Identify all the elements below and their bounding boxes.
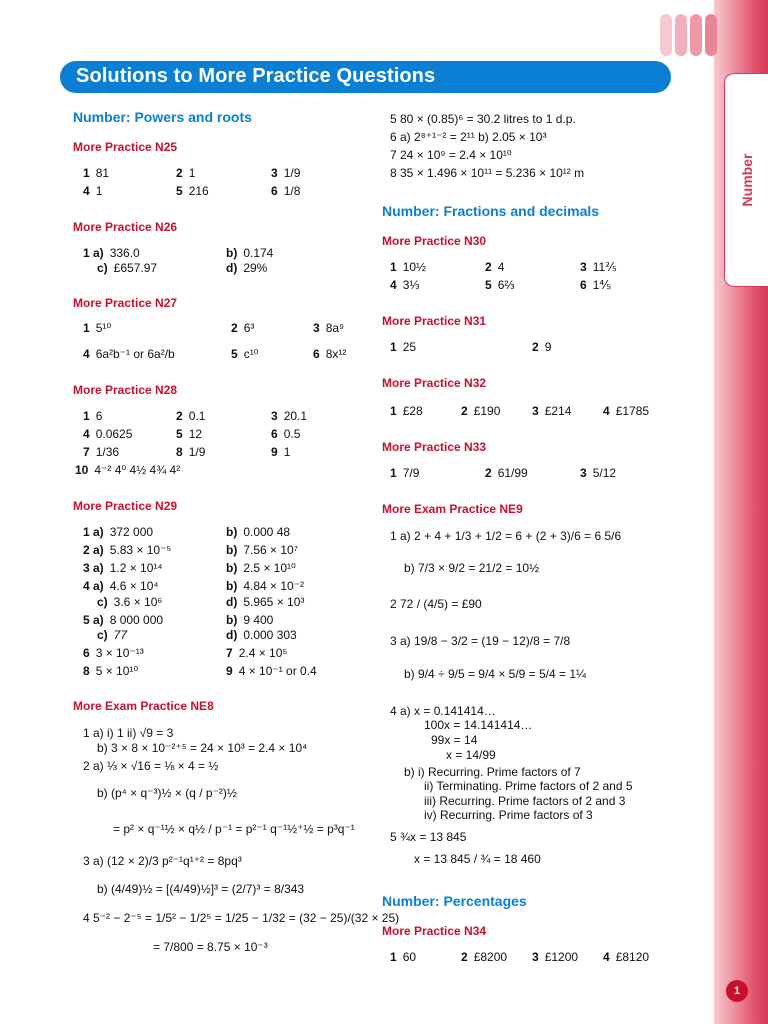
- question-number: c): [97, 628, 108, 642]
- question-number: 2: [461, 404, 468, 418]
- answer-value: £28: [402, 404, 423, 418]
- question-number: 2: [532, 340, 539, 354]
- answer-value: £1785: [615, 404, 650, 418]
- list-item: [176, 445, 205, 459]
- section-title-fractions: Number: Fractions and decimals: [382, 203, 600, 219]
- list-item: [83, 347, 175, 361]
- question-number: b): [226, 579, 238, 593]
- question-number: d): [226, 595, 238, 609]
- answer-value: £657.97: [113, 261, 158, 275]
- list-item: [226, 628, 297, 642]
- question-number: 3: [313, 321, 320, 335]
- question-number: 6: [271, 427, 278, 441]
- list-item: [176, 184, 209, 198]
- answer-value: 8a⁹: [325, 321, 345, 335]
- answer-value: 9 400: [243, 613, 274, 627]
- list-item: [461, 404, 500, 418]
- solution-line: b) (4/49)½ = [(4/49)½]³ = (2/7)³ = 8/343: [97, 882, 305, 896]
- list-item: [226, 595, 304, 609]
- subtitle-n30: More Practice N30: [382, 234, 487, 248]
- answer-value: 8x¹²: [325, 347, 347, 361]
- list-item: [390, 950, 416, 964]
- answer-value: £8120: [615, 950, 650, 964]
- answer-value: 1/9: [188, 445, 206, 459]
- subtitle-ne8: More Exam Practice NE8: [73, 699, 214, 713]
- solution-line: = 7/800 = 8.75 × 10⁻³: [153, 940, 268, 954]
- list-item: [226, 543, 298, 557]
- question-number: 1: [83, 409, 90, 423]
- solution-line: 4 a) x = 0.141414…: [390, 704, 496, 718]
- list-item: [83, 321, 111, 335]
- answer-value: 6: [95, 409, 103, 423]
- question-number: 10: [75, 463, 89, 477]
- question-number: b): [226, 613, 238, 627]
- question-number: 1: [83, 321, 90, 335]
- list-item: [271, 409, 307, 423]
- solution-line: 6 a) 2⁸⁺¹⁻² = 2¹¹ b) 2.05 × 10³: [390, 130, 547, 144]
- solution-line: iv) Recurring. Prime factors of 3: [424, 808, 593, 822]
- solution-line: b) 9/4 ÷ 9/5 = 9/4 × 5/9 = 5/4 = 1¼: [404, 667, 587, 681]
- answer-value: 29%: [243, 261, 268, 275]
- solution-line: 5 80 × (0.85)⁶ = 30.2 litres to 1 d.p.: [390, 112, 576, 126]
- solution-line: 3 a) 19/8 − 3/2 = (19 − 12)/8 = 7/8: [390, 634, 571, 648]
- answer-value: 0.174: [243, 246, 274, 260]
- question-number: 4: [603, 950, 610, 964]
- answer-value: 6⅔: [497, 278, 515, 292]
- list-item: [390, 278, 419, 292]
- solution-line: 99x = 14: [431, 733, 478, 747]
- question-number: b): [226, 561, 238, 575]
- question-number: 2 a): [83, 543, 104, 557]
- solution-line: = p² × q⁻¹½ × q½ / p⁻¹ = p²⁻¹ q⁻¹½⁺½ = p³q⁻¹: [113, 822, 355, 836]
- answer-value: £1200: [544, 950, 579, 964]
- answer-value: 0.000 48: [243, 525, 291, 539]
- side-tab-label: Number: [738, 153, 755, 207]
- solution-line: ii) Terminating. Prime factors of 2 and 5: [424, 779, 633, 793]
- answer-value: 10½: [402, 260, 427, 274]
- list-item: [271, 184, 300, 198]
- question-number: 1: [390, 466, 397, 480]
- answer-value: 6³: [243, 321, 255, 335]
- question-number: 6: [313, 347, 320, 361]
- answer-value: 20.1: [283, 409, 308, 423]
- list-item: [231, 347, 259, 361]
- subtitle-n34: More Practice N34: [382, 924, 487, 938]
- answer-value: £214: [544, 404, 572, 418]
- subtitle-n25: More Practice N25: [73, 140, 178, 154]
- answer-value: 1/9: [283, 166, 301, 180]
- answer-value: 5/12: [592, 466, 617, 480]
- list-item: [83, 561, 163, 575]
- subtitle-n27: More Practice N27: [73, 296, 178, 310]
- subtitle-n33: More Practice N33: [382, 440, 487, 454]
- answer-value: 372 000: [109, 525, 154, 539]
- list-item: [226, 561, 296, 575]
- solution-line: x = 14/99: [446, 748, 496, 762]
- answer-value: 0.1: [188, 409, 206, 423]
- header-banner: [60, 61, 671, 93]
- answer-value: 2.4 × 10⁵: [238, 646, 288, 660]
- question-number: 2: [176, 166, 183, 180]
- question-number: 1: [83, 166, 90, 180]
- answer-value: 7.56 × 10⁷: [243, 543, 299, 557]
- question-number: 8: [176, 445, 183, 459]
- answer-value: 7/9: [402, 466, 420, 480]
- list-item: [226, 579, 304, 593]
- answer-value: 5.965 × 10³: [243, 595, 305, 609]
- answer-value: 4 × 10⁻¹ or 0.4: [238, 664, 317, 678]
- answer-value: 1: [188, 166, 196, 180]
- question-number: 5: [485, 278, 492, 292]
- list-item: [485, 260, 504, 274]
- list-item: [226, 525, 290, 539]
- subtitle-n29: More Practice N29: [73, 499, 178, 513]
- answer-value: 11⅖: [592, 260, 617, 274]
- list-item: [390, 260, 426, 274]
- answer-value: 1/8: [283, 184, 301, 198]
- question-number: c): [97, 261, 108, 275]
- answer-value: 60: [402, 950, 417, 964]
- subtitle-n31: More Practice N31: [382, 314, 487, 328]
- list-item: [485, 278, 514, 292]
- list-item: [313, 347, 346, 361]
- list-item: [390, 466, 419, 480]
- question-number: 3: [271, 409, 278, 423]
- list-item: [271, 166, 300, 180]
- question-number: d): [226, 261, 238, 275]
- question-number: 9: [271, 445, 278, 459]
- list-item: [83, 664, 138, 678]
- answer-value: 216: [188, 184, 209, 198]
- question-number: 5: [231, 347, 238, 361]
- list-item: [83, 166, 109, 180]
- question-number: 2: [176, 409, 183, 423]
- question-number: d): [226, 628, 238, 642]
- answer-value: 81: [95, 166, 110, 180]
- list-item: [83, 427, 132, 441]
- question-number: 7: [83, 445, 90, 459]
- question-number: b): [226, 543, 238, 557]
- answer-value: 61/99: [497, 466, 528, 480]
- answer-value: 4⁻² 4⁰ 4½ 4¾ 4²: [94, 463, 181, 477]
- list-item: [83, 579, 159, 593]
- answer-value: 1⅘: [592, 278, 611, 292]
- answer-value: 8 000 000: [109, 613, 164, 627]
- list-item: [226, 646, 287, 660]
- section-title-percentages: Number: Percentages: [382, 893, 527, 909]
- answer-value: 3 × 10⁻¹³: [95, 646, 144, 660]
- list-item: [485, 466, 528, 480]
- question-number: 1: [390, 950, 397, 964]
- question-number: b): [226, 246, 238, 260]
- list-item: [461, 950, 507, 964]
- question-number: 5: [176, 427, 183, 441]
- answer-value: 2.5 × 10¹⁰: [243, 561, 296, 575]
- list-item: [603, 950, 649, 964]
- solution-line: b) i) Recurring. Prime factors of 7: [404, 765, 581, 779]
- question-number: 6: [580, 278, 587, 292]
- answer-value: 4.6 × 10⁴: [109, 579, 159, 593]
- list-item: [226, 261, 267, 275]
- list-item: [231, 321, 254, 335]
- list-item: [176, 409, 205, 423]
- subtitle-n32: More Practice N32: [382, 376, 487, 390]
- question-number: 4: [390, 278, 397, 292]
- solution-line: b) 3 × 8 × 10⁻²⁺⁵ = 24 × 10³ = 2.4 × 10⁴: [97, 741, 308, 755]
- question-number: 4: [603, 404, 610, 418]
- answer-value: 0.0625: [95, 427, 133, 441]
- question-number: c): [97, 595, 108, 609]
- answer-value: £190: [473, 404, 501, 418]
- solution-line: 8 35 × 1.496 × 10¹¹ = 5.236 × 10¹² m: [390, 166, 585, 180]
- side-tab[interactable]: [724, 73, 768, 287]
- solution-line: b) 7/3 × 9/2 = 21/2 = 10½: [404, 561, 540, 575]
- answer-value: 1.2 × 10¹⁴: [109, 561, 163, 575]
- solution-line: 4 5⁻² − 2⁻⁵ = 1/5² − 1/2⁵ = 1/25 − 1/32 = (32 − 25)/(32 × 25): [83, 911, 400, 925]
- question-number: 4: [83, 427, 90, 441]
- question-number: 8: [83, 664, 90, 678]
- list-item: [83, 445, 119, 459]
- section-title-powers: Number: Powers and roots: [73, 109, 252, 125]
- list-item: [580, 466, 616, 480]
- question-number: 1: [390, 404, 397, 418]
- answer-value: 0.5: [283, 427, 301, 441]
- question-number: 2: [231, 321, 238, 335]
- list-item: [226, 664, 317, 678]
- answer-value: 4.84 × 10⁻²: [243, 579, 305, 593]
- solution-line: b) (p⁴ × q⁻³)½ × (q / p⁻²)½: [97, 786, 237, 800]
- list-item: [313, 321, 344, 335]
- question-number: 2: [461, 950, 468, 964]
- list-item: [97, 261, 157, 275]
- answer-value: 25: [402, 340, 417, 354]
- answer-value: £8200: [473, 950, 508, 964]
- answer-value: 1/36: [95, 445, 120, 459]
- question-number: 5 a): [83, 613, 104, 627]
- list-item: [532, 340, 551, 354]
- subtitle-ne9: More Exam Practice NE9: [382, 502, 523, 516]
- list-item: [532, 404, 571, 418]
- question-number: 6: [271, 184, 278, 198]
- list-item: [390, 340, 416, 354]
- solution-line: 5 ¾x = 13 845: [390, 830, 467, 844]
- question-number: 1 a): [83, 525, 104, 539]
- list-item: [83, 525, 153, 539]
- list-item: [83, 613, 163, 627]
- question-number: 3: [271, 166, 278, 180]
- decorative-pills-icon: [660, 18, 717, 56]
- list-item: [75, 463, 180, 477]
- question-number: b): [226, 525, 238, 539]
- list-item: [97, 628, 127, 642]
- list-item: [226, 246, 273, 260]
- question-number: 4 a): [83, 579, 104, 593]
- question-number: 9: [226, 664, 233, 678]
- solution-line: 1 a) i) 1 ii) √9 = 3: [83, 726, 174, 740]
- question-number: 1: [390, 340, 397, 354]
- answer-value: c¹⁰: [243, 347, 259, 361]
- answer-value: 3⅓: [402, 278, 420, 292]
- subtitle-n26: More Practice N26: [73, 220, 178, 234]
- answer-value: 3.6 × 10⁶: [113, 595, 163, 609]
- list-item: [83, 184, 102, 198]
- answer-value: 9: [544, 340, 552, 354]
- list-item: [603, 404, 649, 418]
- solution-line: iii) Recurring. Prime factors of 2 and 3: [424, 794, 626, 808]
- list-item: [580, 278, 611, 292]
- question-number: 6: [83, 646, 90, 660]
- answer-value: 12: [188, 427, 203, 441]
- question-number: 3 a): [83, 561, 104, 575]
- list-item: [271, 427, 300, 441]
- list-item: [271, 445, 290, 459]
- solution-line: x = 13 845 / ¾ = 18 460: [414, 852, 541, 866]
- question-number: 3: [580, 466, 587, 480]
- question-number: 3: [532, 404, 539, 418]
- solution-line: 2 72 / (4/5) = £90: [390, 597, 482, 611]
- answer-value: 5¹⁰: [95, 321, 112, 335]
- question-number: 1 a): [83, 246, 104, 260]
- list-item: [83, 646, 144, 660]
- subtitle-n28: More Practice N28: [73, 383, 178, 397]
- question-number: 2: [485, 260, 492, 274]
- list-item: [390, 404, 423, 418]
- list-item: [176, 427, 202, 441]
- answer-value: 0.000 303: [243, 628, 297, 642]
- solution-line: 1 a) 2 + 4 + 1/3 + 1/2 = 6 + (2 + 3)/6 = 6 5/6: [390, 529, 622, 543]
- question-number: 4: [83, 184, 90, 198]
- list-item: [580, 260, 617, 274]
- list-item: [97, 595, 162, 609]
- question-number: 5: [176, 184, 183, 198]
- question-number: 1: [390, 260, 397, 274]
- solution-line: 2 a) ⅓ × √16 = ⅛ × 4 = ½: [83, 759, 219, 773]
- list-item: [532, 950, 578, 964]
- list-item: [226, 613, 273, 627]
- solution-line: 7 24 × 10⁹ = 2.4 × 10¹⁰: [390, 148, 512, 162]
- page-number: 1: [726, 980, 748, 1002]
- question-number: 3: [580, 260, 587, 274]
- question-number: 4: [83, 347, 90, 361]
- page-title: Solutions to More Practice Questions: [76, 65, 436, 87]
- solution-line: 100x = 14.141414…: [424, 718, 533, 732]
- answer-value: 4: [497, 260, 505, 274]
- answer-value: 5.83 × 10⁻⁵: [109, 543, 172, 557]
- solution-line: 3 a) (12 × 2)/3 p²⁻¹q¹⁺² = 8pq³: [83, 854, 242, 868]
- question-number: 3: [532, 950, 539, 964]
- list-item: [83, 543, 171, 557]
- list-item: [83, 246, 140, 260]
- question-number: 7: [226, 646, 233, 660]
- answer-value: 336.0: [109, 246, 140, 260]
- list-item: [83, 409, 102, 423]
- answer-value: 77: [113, 628, 128, 642]
- answer-value: 6a²b⁻¹ or 6a²/b: [95, 347, 175, 361]
- answer-value: 5 × 10¹⁰: [95, 664, 139, 678]
- question-number: 2: [485, 466, 492, 480]
- list-item: [176, 166, 195, 180]
- answer-value: 1: [95, 184, 103, 198]
- answer-value: 1: [283, 445, 291, 459]
